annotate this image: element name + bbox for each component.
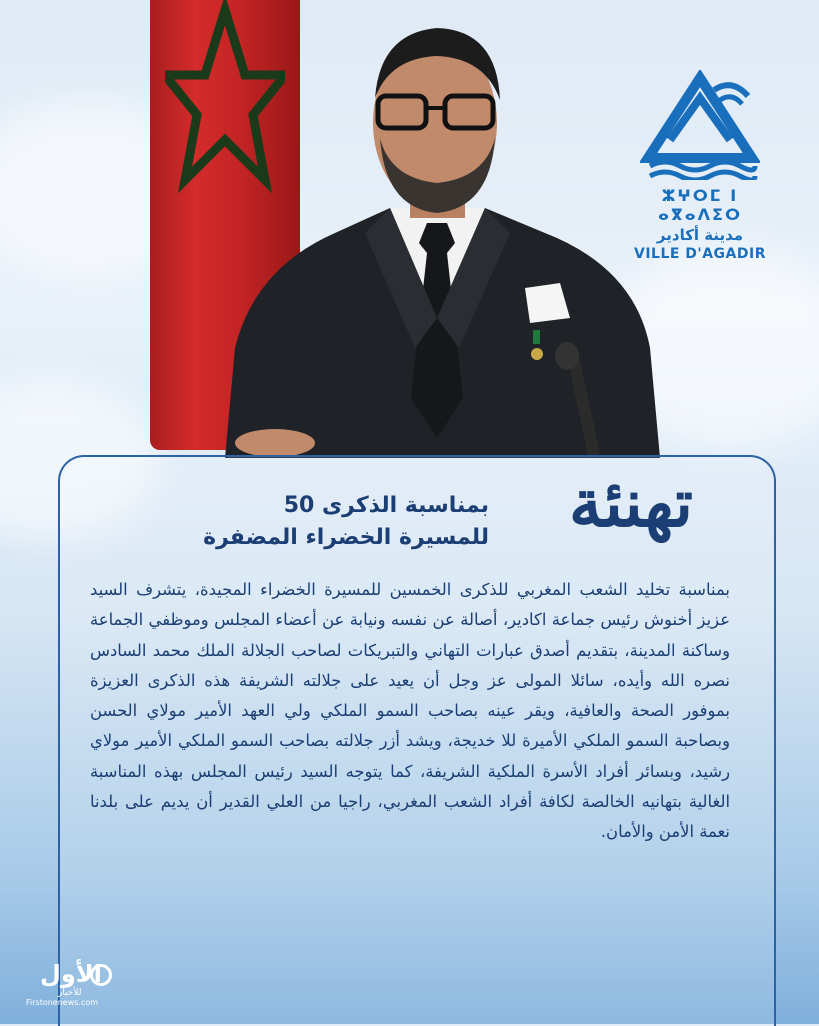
- brand-url: Firstonenews.com: [26, 998, 99, 1007]
- agadir-emblem-icon: [640, 70, 760, 180]
- subtitle: [189, 490, 489, 554]
- subtitle-line-1: بمناسبة الذكرى 50: [283, 493, 489, 518]
- subtitle-line-2: للمسيرة الخضراء المضفرة: [203, 525, 489, 550]
- ville-agadir-logo: [630, 70, 770, 262]
- logo-arabic-text: مدينة أكادير: [656, 226, 744, 244]
- portrait-king: [215, 18, 660, 458]
- congratulation-message: بمناسبة تخليد الشعب المغربي للذكرى الخمسين للمسيرة الخضراء المجيدة، يتشرف السيد عزيز أخنوش رئيس جماعة اكادير، أصالة عن نفسه ونيابة عن أعضاء المجلس وموظفي الجماعة وساكنة المدينة، بتقديم أصدق عبارات التهاني والتبريكات لصاحب الجلالة الملك محمد السادس نصره الله وأيده، سائلا المولى عز وجل أن يعيد على جلالته الشريفة هذه الذكرى العزيزة بموفور الصحة والعافية، ويقر عينه بصاحب السمو الملكي ولي العهد الأمير مولاي الحسن وبصاحبة السمو الملكي الأميرة للا خديجة، ويشد أزر جلالته بصاحب السمو الملكي الأمير مولاي رشيد، وبسائر أفراد الأسرة الملكية الشريفة، كما يتوجه السيد رئيس المجلس بهذه المناسبة الغالية بتهانيه الخالصة لكافة أفراد الشعب المغربي، راجيا من العلي القدير أن يديم على بلدنا نعمة الأمن والأمان.: [90, 580, 730, 842]
- logo-french-text: VILLE D'AGADIR: [633, 246, 766, 262]
- brand-arabic-sub: للأخبار: [58, 988, 82, 998]
- firstonenews-logo: [18, 960, 128, 1010]
- page-title: تهنئة: [568, 464, 693, 542]
- brand-arabic: الأول: [40, 960, 102, 988]
- logo-tifinagh-text: ⵣⵖⵔⵎ ⵏ ⴰⴳⴰⴷⵉⵔ: [657, 186, 743, 224]
